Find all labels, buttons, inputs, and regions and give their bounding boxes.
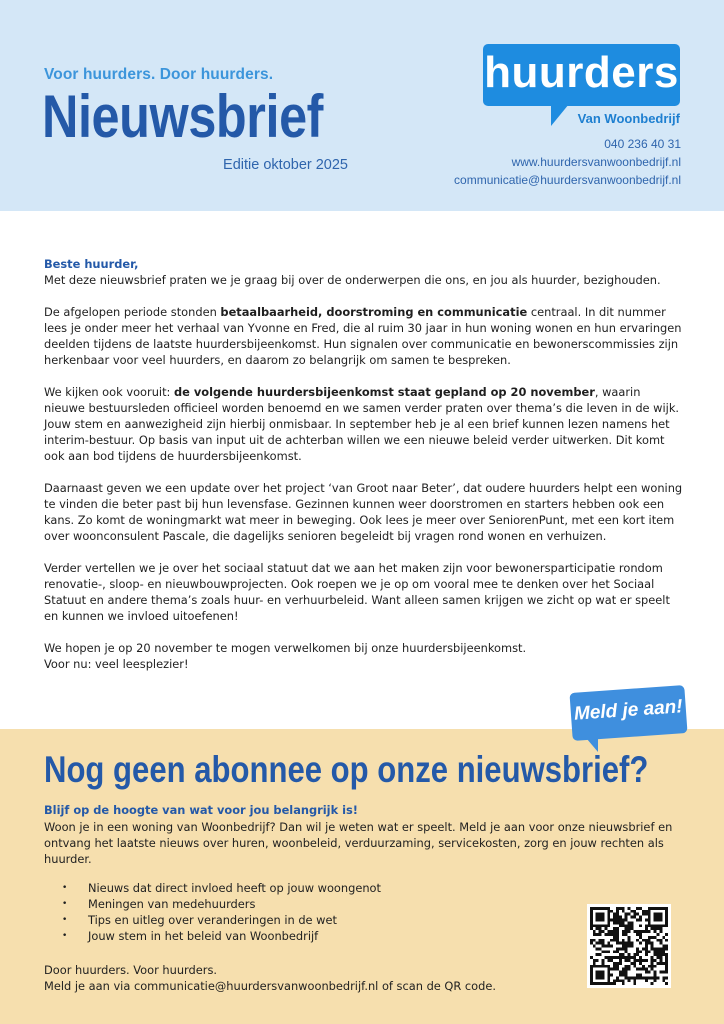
closing-slogan: Door huurders. Voor huurders.	[44, 963, 218, 977]
logo	[483, 44, 680, 106]
benefit-list	[62, 880, 381, 944]
p2-text: De afgelopen periode stonden	[44, 305, 221, 319]
paragraph-project: Daarnaast geven we een update over het project ‘van Groot naar Beter’, dat oudere huurders helpt een woning te vinden die beter past bij hun levensfase. Gezinnen kunnen weer doorstromen en starters hebben ook een kans. Zo komt de woningmarkt wat meer in beweging. Ook lees je meer over SeniorenPunt, met een kort item over woonconsulent Pascale, die dagelijks senioren begeleidt bij vragen rond wonen en verhuizen.	[44, 481, 683, 543]
p3-text: We kijken ook vooruit:	[44, 385, 175, 399]
logo-subtitle: Van Woonbedrijf	[577, 111, 680, 126]
qr-code-graphic	[587, 904, 671, 988]
letter-body	[44, 256, 684, 688]
paragraph-meeting	[44, 384, 684, 464]
greeting: Beste huurder,	[44, 257, 139, 271]
closing-line-2: Voor nu: veel leesplezier!	[44, 657, 189, 671]
signup-bubble-label: Meld je aan!	[573, 696, 684, 725]
list-item: • Tips en uitleg over veranderingen in de wet	[62, 912, 381, 928]
contact-phone: 040 236 40 31	[604, 137, 681, 151]
list-item: • Jouw stem in het beleid van Woonbedrijf	[62, 928, 381, 944]
page-title: Nieuwsbrief	[42, 83, 324, 150]
contact-email[interactable]: communicatie@huurdersvanwoonbedrijf.nl	[454, 173, 681, 187]
paragraph-statute: Verder vertellen we je over het sociaal statuut dat we aan het maken zijn voor bewonersparticipatie rondom renovatie-, sloop- en nieuwbouwprojecten. Ook roepen we je op om vooral mee te denken over het Sociaal Statuut en andere thema’s zoals huur- en verhuurbeleid. Want alleen samen krijgen we zicht op wat er speelt en kunnen we invloed uitoefenen!	[44, 561, 670, 623]
subscribe-body: Woon je in een woning van Woonbedrijf? Dan wil je weten wat er speelt. Meld je aan voor onze nieuwsbrief en ontvang het laatste nieuws over huren, woonbeleid, verduurzaming, servicekosten, zorg en jouw rechten als huurder.	[44, 820, 673, 866]
p2-highlight: betaalbaarheid, doorstroming en communicatie	[220, 305, 528, 319]
subscribe-title: Nog geen abonnee op onze nieuwsbrief?	[44, 749, 649, 790]
contact-website[interactable]: www.huurdersvanwoonbedrijf.nl	[511, 155, 681, 169]
p3-highlight: de volgende huurdersbijeenkomst staat gepland op 20 november	[174, 385, 595, 399]
paragraph-closing	[44, 640, 684, 672]
list-item: • Meningen van medehuurders	[62, 896, 381, 912]
list-item: • Nieuws dat direct invloed heeft op jouw woongenot	[62, 880, 381, 896]
logo-word: huurders	[484, 48, 679, 97]
tagline: Voor huurders. Door huurders.	[44, 66, 274, 83]
p2-text-rest: centraal. In dit nummer lees je onder meer het verhaal van Yvonne en Fred, die al ruim 30 jaar in hun woning wonen en hun ervaringen deelden tijdens de laatste huurdersbijeenkomst. Hun signalen over communicatie en bewonerscommissies zijn herkenbaar voor veel huurders, en daarom zo belangrijk om samen te bespreken.	[44, 305, 682, 367]
qr-code-icon[interactable]	[587, 904, 671, 988]
closing-instructions: Meld je aan via communicatie@huurdersvanwoonbedrijf.nl of scan de QR code.	[44, 979, 497, 993]
edition-label: Editie oktober 2025	[223, 157, 348, 173]
paragraph-focus	[44, 304, 684, 368]
signup-bubble[interactable]	[569, 685, 687, 741]
p3-text-rest: , waarin nieuwe bestuursleden officieel worden benoemd en we samen verder praten over thema’s die leven in de wijk. Jouw stem en aanwezigheid zijn hierbij onmisbaar. In september heb je al een brief kunnen lezen namens het interim-bestuur. Op basis van input uit de achterban willen we een nieuwe beleid verder uitwerken. Dit komt ook aan bod tijdens de huurdersbijeenkomst.	[44, 385, 680, 463]
subscribe-closing	[44, 962, 604, 994]
intro-paragraph: Met deze nieuwsbrief praten we je graag bij over de onderwerpen die ons, en jou als huurder, bezighouden.	[44, 273, 661, 287]
closing-line-1: We hopen je op 20 november te mogen verwelkomen bij onze huurdersbijeenkomst.	[44, 641, 527, 655]
subscribe-subtitle: Blijf op de hoogte van wat voor jou belangrijk is!	[44, 803, 359, 817]
logo-speech-tail	[551, 104, 569, 126]
